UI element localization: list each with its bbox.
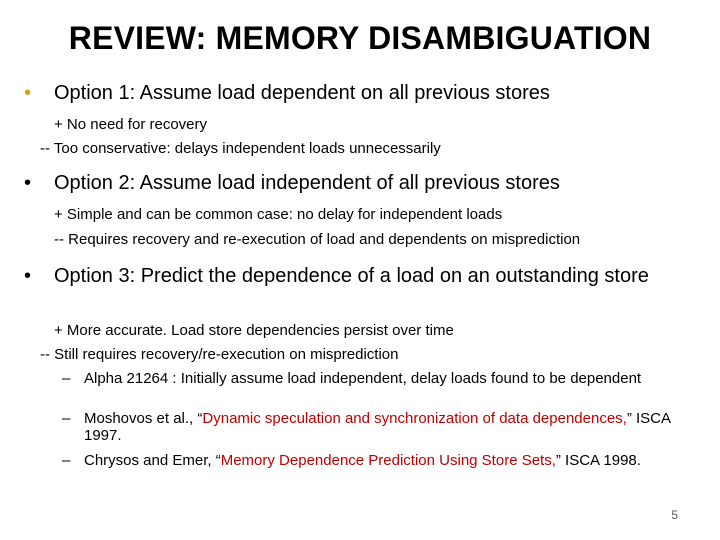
dash-icon: – [62,410,71,427]
reference-paper-title: Dynamic speculation and synchronization of data dependences, [202,410,627,427]
option-3-con: -- Still requires recovery/re-execution on misprediction [40,346,399,363]
reference-venue: ” ISCA 1997. [84,410,671,444]
option-3-pro: + More accurate. Load store dependencies persist over time [54,322,454,339]
option-2 [24,172,704,194]
dash-icon: – [62,370,71,387]
option-2-pro: + Simple and can be common case: no delay for independent loads [54,206,503,223]
reference-item [62,410,702,444]
option-1-pro: + No need for recovery [54,116,207,133]
bullet-icon: • [24,265,32,287]
dash-icon: – [62,452,71,469]
option-1 [24,82,704,104]
option-3 [24,265,684,287]
reference-authors: Moshovos et al., “ [84,410,203,427]
bullet-icon: • [24,172,32,194]
option-1-text: Option 1: Assume load dependent on all previous stores [54,82,550,104]
page-number: 5 [671,508,678,522]
bullet-icon: • [24,82,32,104]
reference-alpha-desc: : Initially assume load independent, delay loads found to be dependent [168,370,642,387]
option-2-con: -- Requires recovery and re-execution of load and dependents on misprediction [54,231,581,248]
option-3-text: Option 3: Predict the dependence of a load on an outstanding store [54,265,649,287]
reference-item [62,452,702,469]
reference-item [62,370,702,387]
option-2-text: Option 2: Assume load independent of all previous stores [54,172,560,194]
option-1-con: -- Too conservative: delays independent loads unnecessarily [40,140,441,157]
slide-title: REVIEW: MEMORY DISAMBIGUATION [68,20,652,56]
reference-paper-title: Memory Dependence Prediction Using Store Sets, [220,452,556,469]
reference-venue: ” ISCA 1998. [555,452,641,469]
reference-alpha: Alpha 21264 [84,370,169,387]
reference-authors: Chrysos and Emer, “ [84,452,221,469]
